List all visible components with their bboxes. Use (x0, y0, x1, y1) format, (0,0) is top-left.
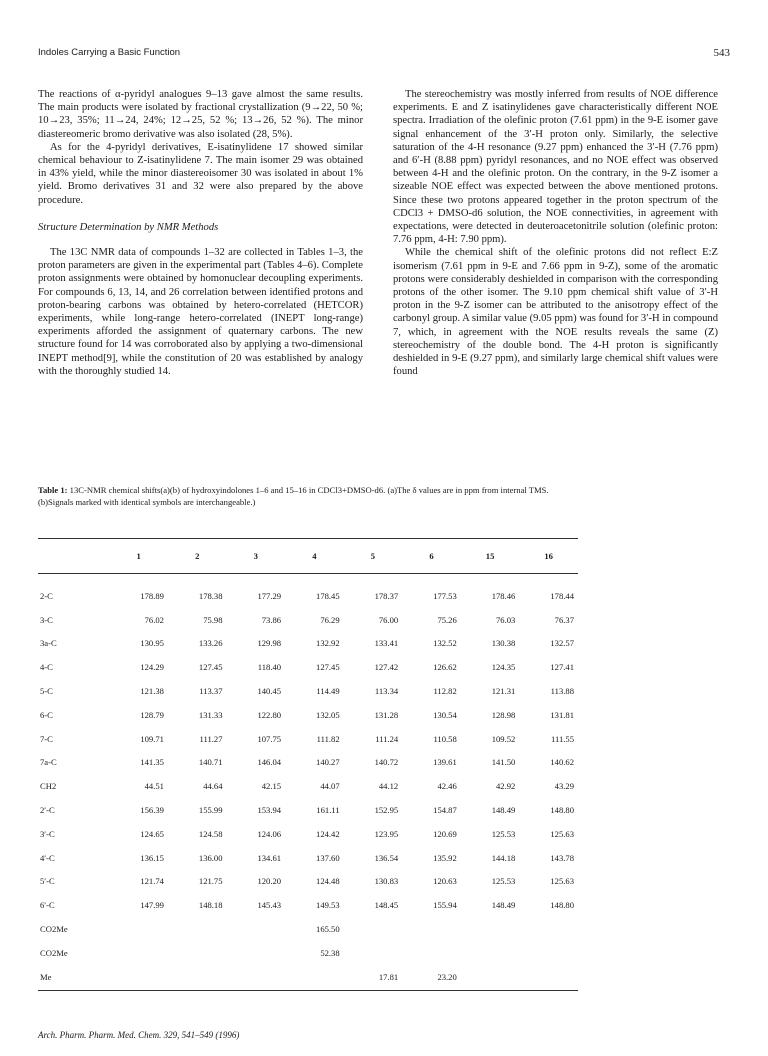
table-cell (109, 965, 168, 989)
table-cell: 148.45 (374, 900, 399, 911)
table-cell: 44.51 (144, 781, 164, 792)
table-cell: 120.63 (433, 876, 457, 887)
table-row (38, 941, 578, 965)
left-paragraph-2: As for the 4-pyridyl derivatives, E-isatinylidene 17 showed similar chemical behaviour to Z-isatinylidene 7. The main isomer 29 was obtained in 43% yield, while the minor diastereoisomer 30 was isolated in about 1% yield. Bromo derivatives 31 and 32 were also prepared by the above procedure. (38, 141, 363, 206)
table-cell: 114.49 (316, 686, 340, 697)
table-cell: 124.06 (257, 828, 282, 839)
table-cell: 137.60 (316, 852, 340, 863)
table-row (38, 574, 578, 608)
table-cell: 44.12 (378, 781, 399, 792)
table-cell: 17.81 (378, 971, 399, 982)
table-cell: 143.78 (550, 852, 574, 863)
table-cell: 177.53 (433, 590, 457, 601)
row-label: CH2 (40, 781, 57, 792)
table-cell (109, 917, 168, 941)
table-cell: 75.98 (203, 614, 223, 625)
table-cell: 129.98 (257, 638, 282, 649)
table-row (38, 846, 578, 870)
table-cell: 111.82 (316, 733, 340, 744)
table-cell: 144.18 (491, 852, 516, 863)
row-label: 7a-C (40, 757, 57, 768)
row-label: 2′-C (40, 805, 55, 816)
table-cell: 124.65 (140, 828, 164, 839)
table-cell: 130.95 (140, 638, 164, 649)
table-cell: 109.52 (491, 733, 516, 744)
table-cell: 42.15 (261, 781, 282, 792)
table-cell: 133.41 (374, 638, 399, 649)
table-cell: 120.20 (257, 876, 282, 887)
table-cell: 131.33 (198, 709, 223, 720)
table-cell (227, 917, 286, 941)
column-header: 5 (344, 539, 403, 574)
table-cell: 131.28 (374, 709, 399, 720)
table-cell: 126.62 (433, 662, 457, 673)
table-cell (461, 965, 520, 989)
table-cell: 165.50 (316, 924, 340, 935)
table-cell (519, 965, 578, 989)
table-cell: 76.29 (320, 614, 340, 625)
table-caption-label: Table 1: (38, 485, 68, 495)
table-cell: 141.35 (140, 757, 164, 768)
table-caption (38, 485, 578, 508)
table-cell: 124.48 (316, 876, 340, 887)
nmr-table (38, 538, 578, 989)
table-cell: 131.81 (550, 709, 574, 720)
table-cell: 132.57 (550, 638, 574, 649)
table-cell: 130.54 (433, 709, 457, 720)
table-cell (461, 941, 520, 965)
table-row (38, 655, 578, 679)
table-cell: 178.44 (550, 590, 574, 601)
table-cell: 178.89 (140, 590, 164, 601)
table-cell (168, 917, 227, 941)
table-cell: 127.41 (550, 662, 574, 673)
table-cell: 178.38 (198, 590, 223, 601)
table-cell: 73.86 (261, 614, 282, 625)
row-label: 4′-C (40, 852, 55, 863)
table-cell: 140.72 (374, 757, 399, 768)
table-cell: 76.03 (496, 614, 516, 625)
table-cell (109, 941, 168, 965)
table-cell: 122.80 (257, 709, 282, 720)
table-cell: 136.15 (140, 852, 164, 863)
table-cell (227, 941, 286, 965)
table-row (38, 774, 578, 798)
table-cell: 125.63 (550, 828, 574, 839)
table-cell: 128.79 (140, 709, 164, 720)
table-cell: 113.34 (374, 686, 399, 697)
table-cell: 112.82 (433, 686, 457, 697)
table-cell: 155.94 (433, 900, 457, 911)
table-cell: 124.58 (198, 828, 223, 839)
footer-citation: Arch. Pharm. Pharm. Med. Chem. 329, 541–549 (1996) (38, 1030, 240, 1040)
table-cell: 136.54 (374, 852, 399, 863)
row-label: 5-C (40, 686, 53, 697)
table-cell: 149.53 (316, 900, 340, 911)
table-cell: 121.74 (140, 876, 164, 887)
table-cell: 146.04 (257, 757, 282, 768)
table-cell: 147.99 (140, 900, 164, 911)
table-cell: 127.45 (198, 662, 223, 673)
table-cell: 136.00 (198, 852, 223, 863)
table-body (38, 574, 578, 989)
table-bottom-rule (38, 990, 578, 991)
column-header (38, 539, 109, 574)
table-cell: 120.69 (433, 828, 457, 839)
table-cell: 75.26 (437, 614, 457, 625)
left-paragraph-3: The 13C NMR data of compounds 1–32 are collected in Tables 1–3, the proton parameters are given in the experimental part (Tables 4–6). Complete proton assignments were obtained by homonuclear decoupling experiments. For compounds 6, 13, 14, and 26 correlation between identified protons and proton-bearing carbons was obtained by hetero-correlated (HETCOR) experiments, while long-range hetero-correlated (INEPT long-range) experiments afforded the assignment of quaternary carbons. The new structure found for 14 was corroborated also by applying a two-dimensional INEPT method[9], while the constitution of 20 was established by analogy with the thoroughly studied 14. (38, 247, 363, 377)
table-row (38, 822, 578, 846)
table-cell: 76.02 (144, 614, 164, 625)
column-header: 16 (519, 539, 578, 574)
table-cell: 123.95 (374, 828, 399, 839)
table-cell: 154.87 (433, 805, 457, 816)
row-label: 3a-C (40, 638, 57, 649)
section-heading: Structure Determination by NMR Methods (38, 221, 219, 233)
table-cell: 124.29 (140, 662, 164, 673)
table-cell (168, 965, 227, 989)
table-cell: 130.38 (491, 638, 516, 649)
page-number: 543 (713, 47, 730, 59)
table-cell: 152.95 (374, 805, 399, 816)
table-cell: 125.63 (550, 876, 574, 887)
table-cell: 128.98 (491, 709, 516, 720)
table-row (38, 632, 578, 656)
table-cell: 121.75 (198, 876, 223, 887)
row-label: 4-C (40, 662, 53, 673)
table-cell (519, 941, 578, 965)
row-label: 5′-C (40, 876, 55, 887)
table-cell: 140.45 (257, 686, 282, 697)
table-cell: 111.55 (551, 733, 574, 744)
column-header: 15 (461, 539, 520, 574)
table-row (38, 917, 578, 941)
column-header: 4 (285, 539, 344, 574)
row-label: 2-C (40, 590, 53, 601)
table-cell (519, 917, 578, 941)
table-cell: 153.94 (257, 805, 282, 816)
table-cell: 148.80 (550, 900, 574, 911)
table-cell: 125.53 (491, 876, 516, 887)
table-cell: 111.27 (199, 733, 223, 744)
running-title: Indoles Carrying a Basic Function (38, 47, 181, 58)
table-row (38, 798, 578, 822)
table-cell: 140.71 (198, 757, 223, 768)
table-cell: 145.43 (257, 900, 282, 911)
table-cell: 156.39 (140, 805, 164, 816)
left-column (38, 88, 363, 378)
table-header-row (38, 539, 578, 574)
table-cell: 133.26 (198, 638, 223, 649)
row-label: Me (40, 971, 52, 982)
table-cell (227, 965, 286, 989)
table-cell (344, 941, 403, 965)
column-header: 1 (109, 539, 168, 574)
table-cell: 110.58 (433, 733, 457, 744)
table-cell: 107.75 (257, 733, 282, 744)
table-cell (402, 917, 461, 941)
table-cell: 178.37 (374, 590, 399, 601)
row-label: CO2Me (40, 947, 68, 958)
table-row (38, 965, 578, 989)
table-row (38, 751, 578, 775)
table-cell: 76.37 (554, 614, 574, 625)
table-row (38, 679, 578, 703)
table-cell (461, 917, 520, 941)
table-cell: 127.45 (316, 662, 340, 673)
table-cell: 113.37 (199, 686, 223, 697)
table-cell: 44.07 (320, 781, 340, 792)
table-cell: 42.92 (496, 781, 516, 792)
table-cell: 109.71 (140, 733, 164, 744)
row-label: CO2Me (40, 924, 68, 935)
table-row (38, 727, 578, 751)
table-cell: 140.27 (316, 757, 340, 768)
table-cell: 177.29 (257, 590, 282, 601)
table-cell: 141.50 (491, 757, 516, 768)
table-cell: 44.64 (203, 781, 223, 792)
table-cell: 178.46 (491, 590, 516, 601)
row-label: 3-C (40, 614, 53, 625)
table-cell: 140.62 (550, 757, 574, 768)
table-cell: 178.45 (316, 590, 340, 601)
table-cell: 124.42 (316, 828, 340, 839)
table-cell: 130.83 (374, 876, 399, 887)
table-cell: 43.29 (554, 781, 574, 792)
row-label: 3′-C (40, 828, 55, 839)
table-row (38, 703, 578, 727)
table-cell: 23.20 (437, 971, 457, 982)
table-cell (344, 917, 403, 941)
table-cell: 52.38 (320, 947, 340, 958)
table-cell: 118.40 (257, 662, 282, 673)
table-cell: 148.18 (198, 900, 223, 911)
table-cell (402, 941, 461, 965)
column-header: 6 (402, 539, 461, 574)
table-cell: 132.05 (316, 709, 340, 720)
table-cell: 127.42 (374, 662, 399, 673)
table-row (38, 608, 578, 632)
table-cell: 132.92 (316, 638, 340, 649)
left-paragraph-1: The reactions of α-pyridyl analogues 9–13 gave almost the same results. The main products were isolated by fractional crystallization (9→22, 50 %; 10→23, 35%; 11→24, 24%; 12→25, 52 %; 13→26, 52 %). The minor diastereomeric bromo derivative was also isolated (28, 5%). (38, 89, 363, 140)
table-row (38, 870, 578, 894)
row-label: 7-C (40, 733, 53, 744)
running-head (38, 47, 730, 58)
table-cell: 113.88 (550, 686, 574, 697)
table-cell: 161.11 (316, 805, 340, 816)
table-cell: 125.53 (491, 828, 516, 839)
right-paragraph-1: The stereochemistry was mostly inferred from results of NOE difference experiments. E and Z isatinylidenes gave characteristically different NOE spectra. Irradiation of the olefinic proton (7.61 ppm) in the 9-E isomer gave signal enhancement of the 3′-H proton only. Similarly, the selective saturation of the 4-H resonance (9.27 ppm) enhanced the 3′-H (7.76 ppm) and 6′-H (8.88 ppm) pyridyl resonances, and no NOE effect was observed between 4-H and the olefinic proton. On the contrary, in the 9-Z isomer a sizeable NOE effect was expected between the above mentioned protons. Since these two protons appeared together in the proton spectrum of the CDCl3 + DMSO-d6 solution, the NOE connectivities, in agreement with expectations, were detected in deuteroacetonitrile solution (olefinic proton: 7.76 ppm, 4-H: 7.90 ppm). (393, 89, 718, 246)
table-cell: 132.52 (433, 638, 457, 649)
table-cell: 155.99 (198, 805, 223, 816)
table-cell: 139.61 (433, 757, 457, 768)
table-cell: 42.46 (437, 781, 457, 792)
table-cell: 135.92 (433, 852, 457, 863)
table-cell: 124.35 (491, 662, 516, 673)
table-cell: 111.24 (375, 733, 399, 744)
row-label: 6-C (40, 709, 53, 720)
right-column (393, 88, 718, 378)
table-cell: 134.61 (257, 852, 282, 863)
table-cell (168, 941, 227, 965)
column-header: 2 (168, 539, 227, 574)
row-label: 6′-C (40, 900, 55, 911)
table-cell: 148.49 (491, 900, 516, 911)
table-caption-text: 13C-NMR chemical shifts(a)(b) of hydroxyindolones 1–6 and 15–16 in CDCl3+DMSO-d6. (a)The δ values are in ppm from internal TMS. (b)Signals marked with identical symbols are interchangeable.) (38, 485, 549, 507)
table-cell: 148.49 (491, 805, 516, 816)
right-paragraph-2: While the chemical shift of the olefinic protons did not reflect E:Z isomerism (7.61 ppm in 9-E and 7.66 ppm in 9-Z), some of the aromatic protons were considerably deshielded in comparison with the corresponding protons of the other isomer. The 9.10 ppm chemical shift value of 3′-H proton in the 9-Z isomer can be attributed to the anisotropy effect of the carbonyl group. A similar value (9.05 ppm) was found for 3′-H in compound 7, which, in agreement with the NOE results reveals the same (Z) stereochemistry of the double bond. The 4-H proton is significantly deshielded in 9-E (9.27 ppm), and similarly large chemical shift values were found (393, 247, 718, 378)
column-header: 3 (227, 539, 286, 574)
table-cell: 76.00 (378, 614, 399, 625)
table-cell: 148.80 (550, 805, 574, 816)
table-row (38, 893, 578, 917)
table-cell: 121.31 (491, 686, 516, 697)
table-cell: 121.38 (140, 686, 164, 697)
table-cell (285, 965, 344, 989)
